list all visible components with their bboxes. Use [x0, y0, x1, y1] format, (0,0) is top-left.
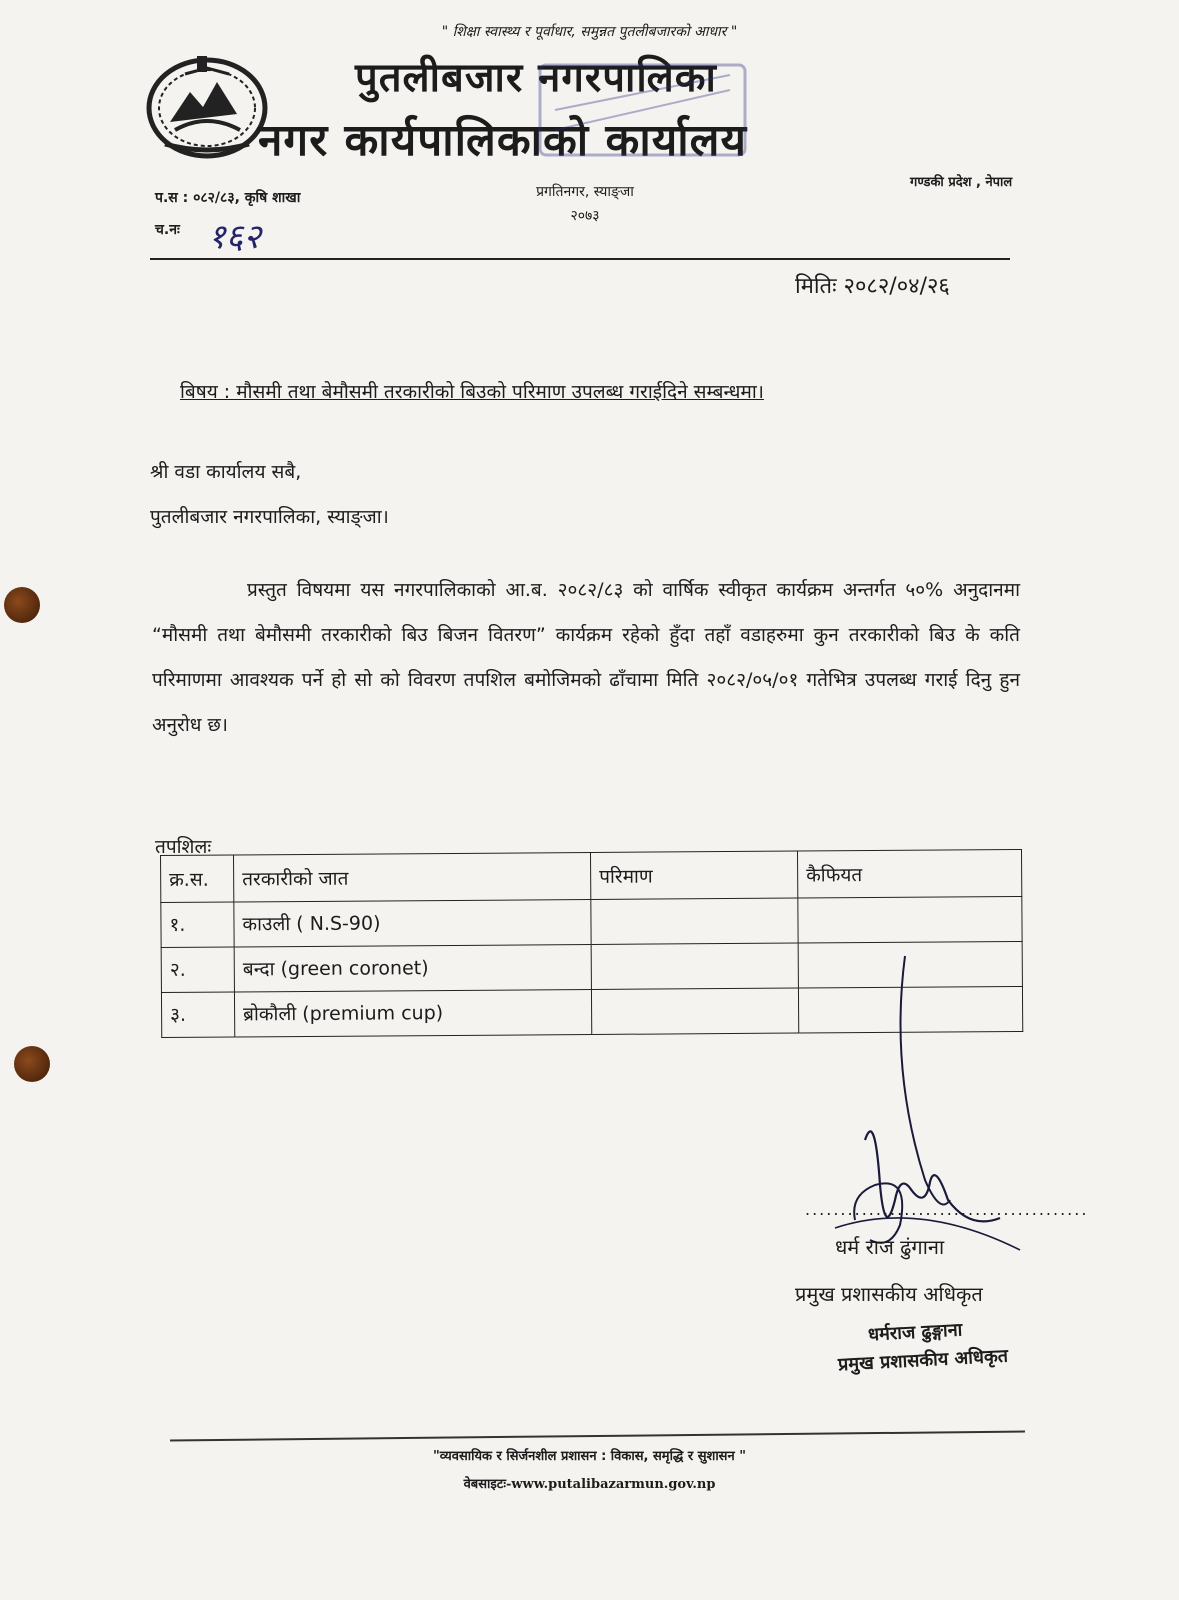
letter-subject: बिषय : मौसमी तथा बेमौसमी तरकारीको बिउको परिमाण उपलब्ध गराईदिने सम्बन्धमा।: [180, 381, 764, 403]
header-divider: [150, 258, 1010, 260]
cell-serial: २.: [161, 947, 234, 993]
municipality-name: पुतलीबजार नगरपालिका: [355, 55, 717, 101]
stamp-officer-title: प्रमुख प्रशासकीय अधिकृत: [837, 1345, 1009, 1376]
table-header-row: [161, 849, 1022, 902]
chalani-number: १६२: [208, 217, 262, 257]
header-quantity: परिमाण: [590, 851, 797, 899]
addressee-line-1: श्री वडा कार्यालय सबै,: [150, 461, 302, 483]
header-serial: क्र.स.: [161, 855, 234, 903]
addressee-line-2: पुतलीबजार नगरपालिका, स्याङ्जा।: [150, 506, 389, 528]
signature-line: ........................................: [805, 1200, 1089, 1219]
cell-quantity: [591, 898, 798, 944]
cell-variety: ब्रोकौली (premium cup): [234, 989, 591, 1036]
nepal-emblem-icon: [145, 52, 270, 160]
letter-body: प्रस्तुत विषयमा यस नगरपालिकाको आ.ब. २०८२/८३ को वार्षिक स्वीकृत कार्यक्रम अन्तर्गत ५०% अनुदानमा “मौसमी तथा बेमौसमी तरकारीको बिउ बिजन वितरण” कार्यक्रम रहेको हुँदा तहाँ वडाहरुमा कुन तरकारीको बिउ के कति परिमाणमा आवश्यक पर्ने हो सो को विवरण तपशिल बमोजिमको ढाँचामा मिति २०८२/०५/०१ गतेभित्र उपलब्ध गराई दिनु हुन अनुरोध छ।: [152, 579, 1020, 736]
office-location: [495, 180, 675, 228]
tapasil-label: तपशिलः: [155, 836, 212, 858]
punch-hole-bottom: [14, 1046, 50, 1082]
chalani-label: च.नः: [155, 222, 180, 238]
cell-variety: बन्दा (green coronet): [234, 944, 591, 991]
punch-hole-top: [4, 587, 40, 623]
cell-remarks: [798, 896, 1022, 943]
cell-quantity: [591, 988, 798, 1034]
cell-serial: ३.: [161, 992, 234, 1038]
stamp-officer-name: धर्मराज ढुङ्गाना: [867, 1319, 963, 1346]
office-stamp-icon: [535, 60, 750, 160]
header-remarks: कैफियत: [797, 849, 1021, 898]
officer-title: प्रमुख प्रशासकीय अधिकृत: [795, 1282, 983, 1306]
reference-number: प.स : ०८२/८३, कृषि शाखा: [155, 190, 301, 206]
footer-motto: "व्यवसायिक र सिर्जनशील प्रशासन : विकास, समृद्धि र सुशासन ": [432, 1449, 746, 1464]
cell-variety: काउली ( N.S-90): [234, 899, 591, 946]
table-row: [161, 896, 1022, 947]
signature-icon: [830, 950, 1040, 1280]
office-name: नगर कार्यपालिकाको कार्यालय: [258, 115, 747, 166]
location-text: प्रगतिनगर, स्याङ्जा: [536, 184, 634, 200]
province-text: गण्डकी प्रदेश , नेपाल: [910, 175, 1013, 190]
header-vegetable-variety: तरकारीको जात: [234, 852, 591, 901]
cell-serial: १.: [161, 902, 234, 948]
footer-divider: [170, 1431, 1025, 1441]
officer-name: धर्म राज ढुंगाना: [835, 1235, 945, 1259]
cell-quantity: [591, 943, 798, 989]
established-year: २०७३: [570, 208, 600, 224]
letter-date: मितिः २०८२/०४/२६: [795, 274, 950, 299]
footer-website: वेबसाइटः-www.putalibazarmun.gov.np: [463, 1477, 716, 1492]
letterhead-motto: " शिक्षा स्वास्थ्य र पूर्वाधार, समुन्नत पुतलीबजारको आधार ": [441, 24, 738, 40]
